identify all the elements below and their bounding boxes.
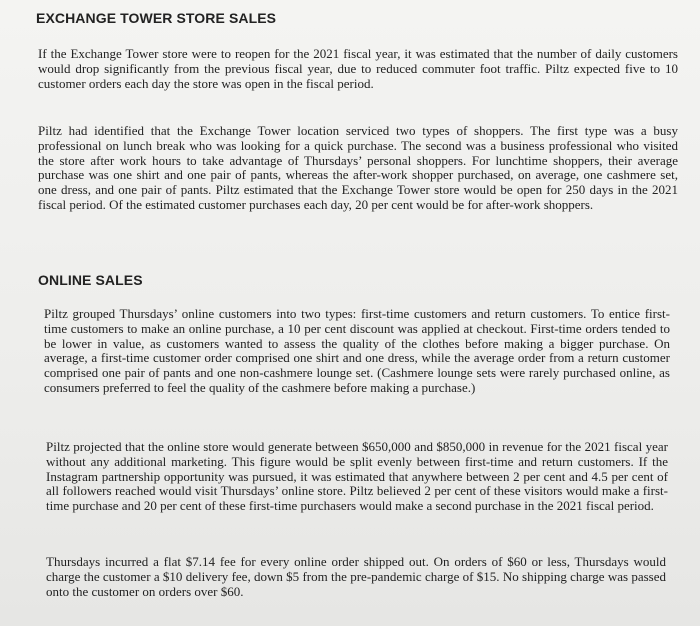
paragraph-exchange-tower-2: Piltz had identified that the Exchange Tower location serviced two types of shoppers. The first type was a busy professional on lunch break who was looking for a quick purchase. The second was a business professional who visited the store after work hours to take advantage of Thursdays’ personal shoppers. For lunchtime shoppers, their average purchase was one shirt and one pair of pants, whereas the after-work shopper purchased, on average, one cashmere set, one dress, and one pair of pants. Piltz estimated that the Exchange Tower store would be open for 250 days in the 2021 fiscal period. Of the estimated customer purchases each day, 20 per cent would be for after-work shoppers.: [38, 123, 678, 212]
paragraph-online-sales-2: Piltz projected that the online store would generate between $650,000 and $850,000 in revenue for the 2021 fiscal year without any additional marketing. This figure would be split evenly between first-time and return customers. If the Instagram partnership opportunity was pursued, it was estimated that anywhere between 2 per cent and 4.5 per cent of all followers reached would visit Thursdays’ online store. Piltz believed 2 per cent of these visitors would make a first-time purchase and 20 per cent of these first-time purchasers would make a second purchase in the 2021 fiscal period.: [46, 439, 668, 514]
paragraph-exchange-tower-1: If the Exchange Tower store were to reopen for the 2021 fiscal year, it was estimated that the number of daily customers would drop significantly from the previous fiscal year, due to reduced commuter foot traffic. Piltz expected five to 10 customer orders each day the store was open in the fiscal period.: [38, 46, 678, 91]
paragraph-online-sales-1: Piltz grouped Thursdays’ online customers into two types: first-time customers and return customers. To entice first-time customers to make an online purchase, a 10 per cent discount was applied at checkout. First-time orders tended to be lower in value, as customers wanted to assess the quality of the clothes before making a bigger purchase. On average, a first-time customer order comprised one shirt and one dress, while the average order from a return customer comprised one pair of pants and one non-cashmere lounge set. (Cashmere lounge sets were rarely purchased online, as consumers preferred to feel the quality of the cashmere before making a purchase.): [44, 306, 670, 395]
section-heading-exchange-tower: EXCHANGE TOWER STORE SALES: [36, 10, 277, 26]
section-heading-online-sales: ONLINE SALES: [38, 272, 143, 288]
paragraph-online-sales-3: Thursdays incurred a flat $7.14 fee for every online order shipped out. On orders of $60 or less, Thursdays would charge the customer a $10 delivery fee, down $5 from the pre-pandemic charge of $15. No shipping charge was passed onto the customer on orders over $60.: [46, 554, 666, 599]
